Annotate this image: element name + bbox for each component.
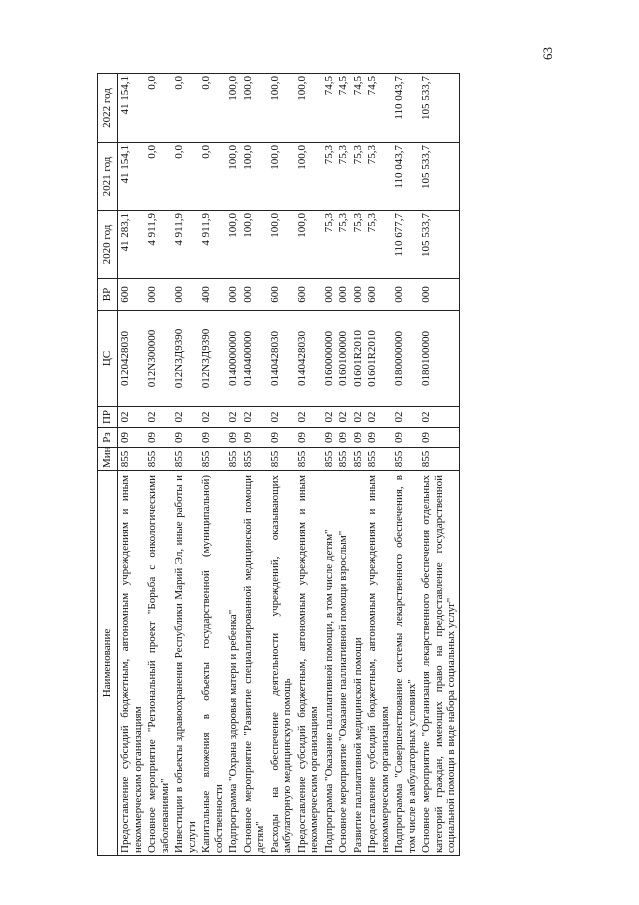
row-name: Основное мероприятие "Организация лекарственного обеспечения отдельных категорий граждан, имеющих право на предоставление государственной социальной помощи в виде набора социальных услуг"	[419, 471, 459, 856]
table-row	[268, 74, 295, 856]
row-rz: 09	[351, 428, 366, 448]
table-row	[295, 74, 322, 856]
table-row	[351, 74, 366, 856]
row-rz: 09	[118, 428, 146, 448]
header-row	[98, 74, 118, 856]
table-row	[241, 74, 268, 856]
row-2022: 100,0	[226, 74, 241, 143]
row-2022: 100,0	[295, 74, 322, 143]
row-pr: 02	[118, 407, 146, 428]
row-vr: 600	[365, 279, 392, 311]
row-cs: 01601R2010	[365, 311, 392, 407]
row-pr: 02	[392, 407, 419, 428]
row-cs: 0140000000	[226, 311, 241, 407]
row-vr: 000	[145, 279, 172, 311]
row-2020: 75,3	[322, 211, 337, 279]
row-2022: 41 154,1	[118, 74, 146, 143]
row-pr: 02	[226, 407, 241, 428]
row-2020: 105 533,7	[419, 211, 459, 279]
row-cs: 0140428030	[295, 311, 322, 407]
row-2022: 0,0	[145, 74, 172, 143]
header-rz: Рз	[98, 428, 118, 448]
row-rz: 09	[226, 428, 241, 448]
row-pr: 02	[172, 407, 199, 428]
row-vr: 400	[199, 279, 226, 311]
row-min: 855	[118, 448, 146, 471]
row-2021: 75,3	[322, 143, 337, 211]
row-2020: 110 677,7	[392, 211, 419, 279]
row-pr: 02	[199, 407, 226, 428]
row-vr: 000	[336, 279, 351, 311]
row-2020: 4 911,9	[199, 211, 226, 279]
row-2021: 0,0	[145, 143, 172, 211]
row-2021: 0,0	[172, 143, 199, 211]
row-2021: 110 043,7	[392, 143, 419, 211]
row-pr: 02	[322, 407, 337, 428]
row-rz: 09	[419, 428, 459, 448]
header-cs: ЦС	[98, 311, 118, 407]
row-2022: 100,0	[268, 74, 295, 143]
table-row	[336, 74, 351, 856]
row-2022: 110 043,7	[392, 74, 419, 143]
row-rz: 09	[322, 428, 337, 448]
row-min: 855	[295, 448, 322, 471]
row-2020: 100,0	[226, 211, 241, 279]
row-vr: 000	[322, 279, 337, 311]
table-row	[226, 74, 241, 856]
row-rz: 09	[392, 428, 419, 448]
table-row	[172, 74, 199, 856]
row-min: 855	[145, 448, 172, 471]
row-pr: 02	[419, 407, 459, 428]
row-rz: 09	[145, 428, 172, 448]
row-rz: 09	[336, 428, 351, 448]
row-vr: 000	[241, 279, 268, 311]
row-min: 855	[392, 448, 419, 471]
row-vr: 000	[392, 279, 419, 311]
row-2020: 4 911,9	[145, 211, 172, 279]
row-min: 855	[226, 448, 241, 471]
header-min: Мин	[98, 448, 118, 471]
row-min: 855	[199, 448, 226, 471]
table-row	[392, 74, 419, 856]
row-rz: 09	[199, 428, 226, 448]
page-number: 63	[540, 47, 555, 60]
row-2022: 74,5	[336, 74, 351, 143]
row-2020: 100,0	[295, 211, 322, 279]
table-row	[322, 74, 337, 856]
row-min: 855	[241, 448, 268, 471]
row-name: Предоставление субсидий бюджетным, автономным учреждениям и иным некоммерческим организациям	[118, 471, 146, 856]
table-row	[419, 74, 459, 856]
row-cs: 0140400000	[241, 311, 268, 407]
row-min: 855	[322, 448, 337, 471]
header-2021: 2021 год	[98, 143, 118, 211]
row-vr: 000	[226, 279, 241, 311]
row-2021: 100,0	[241, 143, 268, 211]
row-vr: 000	[351, 279, 366, 311]
row-name: Расходы на обеспечение деятельности учреждений, оказывающих амбулаторную медицинскую помощь	[268, 471, 295, 856]
row-vr: 600	[295, 279, 322, 311]
table-row	[199, 74, 226, 856]
row-pr: 02	[241, 407, 268, 428]
row-2022: 74,5	[351, 74, 366, 143]
row-pr: 02	[295, 407, 322, 428]
row-name: Основное мероприятие "Оказание паллиативной помощи взрослым"	[336, 471, 351, 856]
row-min: 855	[419, 448, 459, 471]
row-rz: 09	[365, 428, 392, 448]
row-cs: 0160000000	[322, 311, 337, 407]
row-2022: 100,0	[241, 74, 268, 143]
row-pr: 02	[336, 407, 351, 428]
row-pr: 02	[351, 407, 366, 428]
rotated-page	[97, 74, 517, 856]
row-2021: 41 154,1	[118, 143, 146, 211]
header-2020: 2020 год	[98, 211, 118, 279]
row-min: 855	[172, 448, 199, 471]
row-cs: 01601R2010	[351, 311, 366, 407]
row-2020: 75,3	[365, 211, 392, 279]
budget-table	[97, 73, 460, 856]
row-cs: 012N3Д9390	[199, 311, 226, 407]
row-name: Основное мероприятие "Региональный проект "Борьба с онкологическими заболеваниями"	[145, 471, 172, 856]
row-2020: 41 283,1	[118, 211, 146, 279]
row-vr: 600	[268, 279, 295, 311]
row-cs: 0180100000	[419, 311, 459, 407]
row-2022: 0,0	[199, 74, 226, 143]
table-body	[118, 74, 460, 856]
row-rz: 09	[241, 428, 268, 448]
row-cs: 0180000000	[392, 311, 419, 407]
row-name: Основное мероприятие "Развитие специализированной медицинской помощи детям"	[241, 471, 268, 856]
row-2021: 75,3	[351, 143, 366, 211]
row-cs: 0160100000	[336, 311, 351, 407]
row-2022: 105 533,7	[419, 74, 459, 143]
row-2021: 100,0	[295, 143, 322, 211]
row-2020: 4 911,9	[172, 211, 199, 279]
row-vr: 000	[419, 279, 459, 311]
row-2021: 100,0	[226, 143, 241, 211]
row-2020: 100,0	[268, 211, 295, 279]
row-2022: 74,5	[322, 74, 337, 143]
row-2020: 75,3	[336, 211, 351, 279]
header-name: Наименование	[98, 471, 118, 856]
header-vr: ВР	[98, 279, 118, 311]
row-min: 855	[336, 448, 351, 471]
row-2021: 0,0	[199, 143, 226, 211]
table-row	[118, 74, 146, 856]
row-cs: 0140428030	[268, 311, 295, 407]
table-row	[145, 74, 172, 856]
header-pr: ПР	[98, 407, 118, 428]
row-cs: 012N3Д9390	[172, 311, 199, 407]
row-min: 855	[351, 448, 366, 471]
row-min: 855	[268, 448, 295, 471]
row-name: Подпрограмма "Охрана здоровья матери и ребенка"	[226, 471, 241, 856]
row-name: Развитие паллиативной медицинской помощи	[351, 471, 366, 856]
row-pr: 02	[268, 407, 295, 428]
row-cs: 0120428030	[118, 311, 146, 407]
row-rz: 09	[172, 428, 199, 448]
table-row	[365, 74, 392, 856]
row-2021: 100,0	[268, 143, 295, 211]
row-2021: 75,3	[365, 143, 392, 211]
row-name: Инвестиции в объекты здравоохранения Республики Марий Эл, иные работы и услуги	[172, 471, 199, 856]
row-vr: 600	[118, 279, 146, 311]
row-min: 855	[365, 448, 392, 471]
row-vr: 000	[172, 279, 199, 311]
row-pr: 02	[145, 407, 172, 428]
row-pr: 02	[365, 407, 392, 428]
row-name: Подпрограмма "Совершенствование системы лекарственного обеспечения, в том числе в амбулаторных условиях"	[392, 471, 419, 856]
row-rz: 09	[295, 428, 322, 448]
row-cs: 012N300000	[145, 311, 172, 407]
row-name: Подпрограмма "Оказание паллиативной помощи, в том числе детям"	[322, 471, 337, 856]
row-2021: 75,3	[336, 143, 351, 211]
row-2020: 100,0	[241, 211, 268, 279]
row-2022: 74,5	[365, 74, 392, 143]
row-name: Капитальные вложения в объекты государственной (муниципальной) собственности	[199, 471, 226, 856]
row-2022: 0,0	[172, 74, 199, 143]
row-2020: 75,3	[351, 211, 366, 279]
header-2022: 2022 год	[98, 74, 118, 143]
row-2021: 105 533,7	[419, 143, 459, 211]
row-name: Предоставление субсидий бюджетным, автономным учреждениям и иным некоммерческим организациям	[295, 471, 322, 856]
row-rz: 09	[268, 428, 295, 448]
row-name: Предоставление субсидий бюджетным, автономным учреждениям и иным некоммерческим организациям	[365, 471, 392, 856]
